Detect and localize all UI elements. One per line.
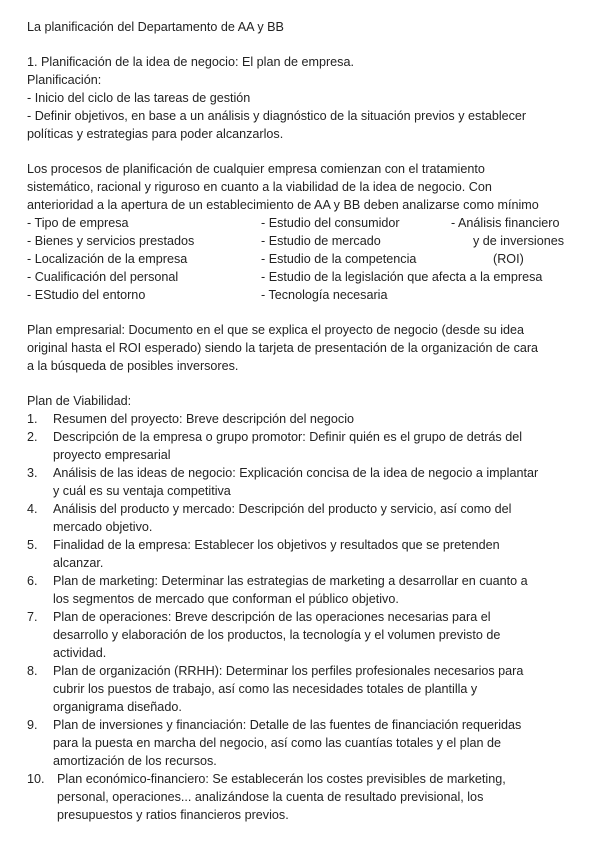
- viability-item: [27, 716, 578, 770]
- viability-item: [27, 770, 578, 824]
- list-number: 2.: [27, 430, 38, 444]
- viability-item: [27, 464, 578, 500]
- document-title: La planificación del Departamento de AA y BB: [27, 20, 284, 34]
- paragraph-line: Los procesos de planificación de cualquier empresa comienzan con el tratamiento: [27, 162, 485, 176]
- list-item-line: actividad.: [53, 646, 107, 660]
- paragraph-line: a la búsqueda de posibles inversores.: [27, 359, 239, 373]
- list-item-line: Finalidad de la empresa: Establecer los objetivos y resultados que se pretenden: [53, 538, 500, 552]
- list-item-line: cubrir los puestos de trabajo, así como las necesidades totales de plantilla y: [53, 682, 478, 696]
- list-item-line: los segmentos de mercado que conforman el público objetivo.: [53, 592, 399, 606]
- viability-item: [27, 608, 578, 662]
- analysis-cell: - Tipo de empresa: [27, 216, 129, 230]
- analysis-cell: - Cualificación del personal: [27, 270, 179, 284]
- paragraph-line: Plan empresarial: Documento en el que se explica el proyecto de negocio (desde su idea: [27, 323, 525, 337]
- analysis-row: [27, 214, 578, 232]
- analysis-cell: - Análisis financiero: [451, 216, 560, 230]
- list-item-line: Plan de operaciones: Breve descripción de las operaciones necesarias para el: [53, 610, 491, 624]
- bullet-item-continuation: políticas y estrategias para poder alcanzarlos.: [27, 127, 284, 141]
- list-item-line: Plan económico-financiero: Se establecerán los costes previsibles de marketing,: [57, 772, 506, 786]
- analysis-cell: - Estudio del consumidor: [261, 216, 400, 230]
- list-number: 5.: [27, 538, 38, 552]
- analysis-row: [27, 268, 578, 286]
- section-heading: 1. Planificación de la idea de negocio: El plan de empresa.: [27, 55, 354, 69]
- list-item-line: desarrollo y elaboración de los productos, la tecnología y el volumen previsto de: [53, 628, 501, 642]
- list-number: 9.: [27, 718, 38, 732]
- analysis-cell: - Localización de la empresa: [27, 252, 188, 266]
- list-item-line: para la puesta en marcha del negocio, así como las cuantías totales y el plan de: [53, 736, 502, 750]
- list-item-line: presupuestos y ratios financieros previos.: [57, 808, 289, 822]
- viability-heading: Plan de Viabilidad:: [27, 394, 132, 408]
- paragraph-line: sistemático, racional y riguroso en cuanto a la viabilidad de la idea de negocio. Con: [27, 180, 492, 194]
- analysis-row: [27, 286, 578, 304]
- list-item-line: y cuál es su ventaja competitiva: [53, 484, 231, 498]
- list-item-line: Plan de marketing: Determinar las estrategias de marketing a desarrollar en cuanto a: [53, 574, 528, 588]
- analysis-cell: y de inversiones: [473, 234, 565, 248]
- analysis-cell: - Estudio de la legislación que afecta a la empresa: [261, 270, 543, 284]
- viability-item: [27, 662, 578, 716]
- list-item-line: Análisis de las ideas de negocio: Explicación concisa de la idea de negocio a implantar: [53, 466, 539, 480]
- paragraph-line: original hasta el ROI esperado) siendo la tarjeta de presentación de la organización de cara: [27, 341, 539, 355]
- list-item-line: organigrama diseñado.: [53, 700, 182, 714]
- viability-item: [27, 572, 578, 608]
- viability-item: [27, 428, 578, 464]
- section-subheading: Planificación:: [27, 73, 102, 87]
- list-number: 10.: [27, 772, 45, 786]
- analysis-row: [27, 250, 578, 268]
- list-item-line: personal, operaciones... analizándose la cuenta de resultado previsional, los: [57, 790, 484, 804]
- viability-item: [27, 410, 578, 428]
- viability-item: [27, 500, 578, 536]
- analysis-cell: - Tecnología necesaria: [261, 288, 388, 302]
- analysis-cell: - EStudio del entorno: [27, 288, 146, 302]
- viability-list: [27, 410, 578, 824]
- list-item-line: Análisis del producto y mercado: Descripción del producto y servicio, así como del: [53, 502, 512, 516]
- list-number: 7.: [27, 610, 38, 624]
- list-item-line: proyecto empresarial: [53, 448, 171, 462]
- list-item-line: mercado objetivo.: [53, 520, 153, 534]
- paragraph-line: anterioridad a la apertura de un establecimiento de AA y BB deben analizarse como mínimo: [27, 198, 539, 212]
- list-item-line: Descripción de la empresa o grupo promotor: Definir quién es el grupo de detrás del: [53, 430, 523, 444]
- list-number: 6.: [27, 574, 38, 588]
- list-number: 4.: [27, 502, 38, 516]
- list-number: 8.: [27, 664, 38, 678]
- list-item-line: Plan de inversiones y financiación: Detalle de las fuentes de financiación requeridas: [53, 718, 522, 732]
- list-item-line: amortización de los recursos.: [53, 754, 217, 768]
- viability-item: [27, 536, 578, 572]
- list-item-line: Resumen del proyecto: Breve descripción del negocio: [53, 412, 355, 426]
- list-number: 1.: [27, 412, 38, 426]
- analysis-cell: - Bienes y servicios prestados: [27, 234, 195, 248]
- analysis-cell: (ROI): [493, 252, 524, 266]
- analysis-cell: - Estudio de mercado: [261, 234, 381, 248]
- list-item-line: Plan de organización (RRHH): Determinar los perfiles profesionales necesarios para: [53, 664, 524, 678]
- bullet-item: - Inicio del ciclo de las tareas de gestión: [27, 91, 251, 105]
- list-number: 3.: [27, 466, 38, 480]
- bullet-item: - Definir objetivos, en base a un análisis y diagnóstico de la situación previos y establecer: [27, 109, 527, 123]
- analysis-row: [27, 232, 578, 250]
- analysis-cell: - Estudio de la competencia: [261, 252, 417, 266]
- list-item-line: alcanzar.: [53, 556, 104, 570]
